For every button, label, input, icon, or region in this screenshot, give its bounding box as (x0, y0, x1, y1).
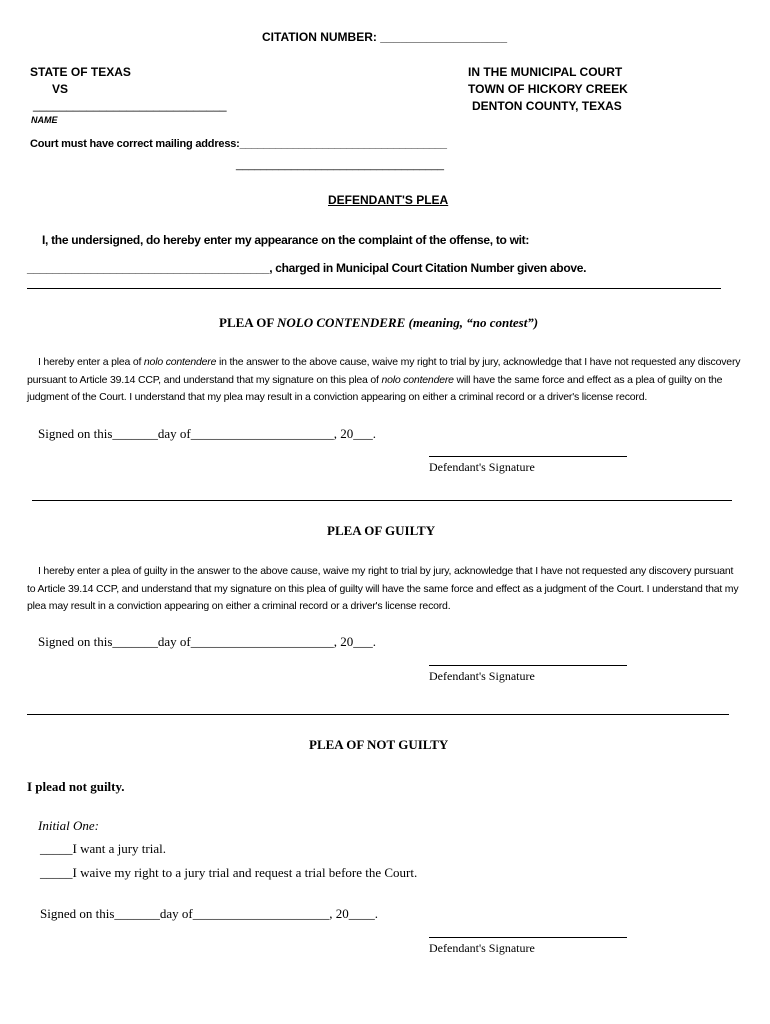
page-title: DEFENDANT'S PLEA (328, 193, 449, 207)
nolo-text-italic-2: nolo contendere (381, 373, 454, 386)
nolo-text-c: will have the same force and effect as a plea of guilty on the judgment of the Court. I understand that my plea may result in a conviction appearing on either a criminal record or a driver's license record. (27, 373, 723, 403)
divider (27, 714, 729, 715)
court-line2: TOWN OF HICKORY CREEK (468, 82, 628, 96)
nolo-text-italic-1: nolo contendere (143, 356, 217, 368)
initial-one-label: Initial One: (38, 818, 100, 833)
nolo-signed-date-field[interactable]: Signed on this_______day of______________________, 20___. (38, 426, 376, 441)
bench-trial-option[interactable]: _____I waive my right to a jury trial and request a trial before the Court. (40, 865, 418, 880)
defendant-name-field[interactable]: _____________________________ (33, 98, 227, 112)
vs-label: VS (52, 82, 69, 96)
mailing-address-field[interactable]: Court must have correct mailing address:___________________________________ (30, 138, 447, 150)
guilty-signature-label: Defendant's Signature (429, 669, 535, 683)
divider (32, 500, 732, 501)
name-label: NAME (31, 115, 58, 125)
mailing-address-field-line2[interactable]: __________________________________ (236, 159, 445, 171)
offense-field[interactable]: ______________________________________, charged in Municipal Court Citation Number given above. (27, 261, 587, 275)
divider (27, 288, 721, 289)
nolo-heading-italic: NOLO CONTENDERE (meaning, “no contest”) (277, 315, 539, 330)
nolo-signature-label: Defendant's Signature (429, 460, 535, 474)
nolo-heading (219, 315, 538, 331)
guilty-signed-date-field[interactable]: Signed on this_______day of______________________, 20___. (38, 634, 376, 649)
nolo-text-a: I hereby enter a plea of (38, 356, 144, 368)
not-guilty-statement: I plead not guilty. (27, 779, 125, 794)
not-guilty-heading: PLEA OF NOT GUILTY (309, 737, 449, 752)
nolo-text-b: in the answer to the above cause, waive my right to trial by jury, acknowledge that I have not requested any discovery pursuant to Article 39.14 CCP, and understand that my signature on this plea of (27, 356, 741, 386)
nolo-heading-prefix: PLEA OF (219, 315, 278, 330)
citation-number[interactable]: CITATION NUMBER: ___________________ (262, 30, 508, 44)
not-guilty-signature-line[interactable] (429, 937, 627, 938)
intro-line1: I, the undersigned, do hereby enter my appearance on the complaint of the offense, to wit: (42, 233, 530, 247)
guilty-heading: PLEA OF GUILTY (327, 523, 436, 538)
jury-trial-option[interactable]: _____I want a jury trial. (40, 841, 166, 856)
court-line3: DENTON COUNTY, TEXAS (472, 99, 622, 113)
state-label: STATE OF TEXAS (30, 65, 131, 79)
not-guilty-signed-date-field[interactable]: Signed on this_______day of_____________________, 20____. (40, 906, 378, 921)
guilty-signature-line[interactable] (429, 665, 627, 666)
court-line1: IN THE MUNICIPAL COURT (468, 65, 623, 79)
guilty-plea-text: I hereby enter a plea of guilty in the answer to the above cause, waive my right to trial by jury, acknowledge that I have not requested any discovery pursuant to Article 39.14 CCP, and understand that my signature on this plea of guilty will have the same force and effect as a judgment of the Court. I understand that my plea may result in a conviction appearing on either a criminal record or a driver's license record. (27, 565, 739, 612)
not-guilty-signature-label: Defendant's Signature (429, 941, 535, 955)
nolo-plea-text (27, 354, 743, 407)
nolo-signature-line[interactable] (429, 456, 627, 457)
